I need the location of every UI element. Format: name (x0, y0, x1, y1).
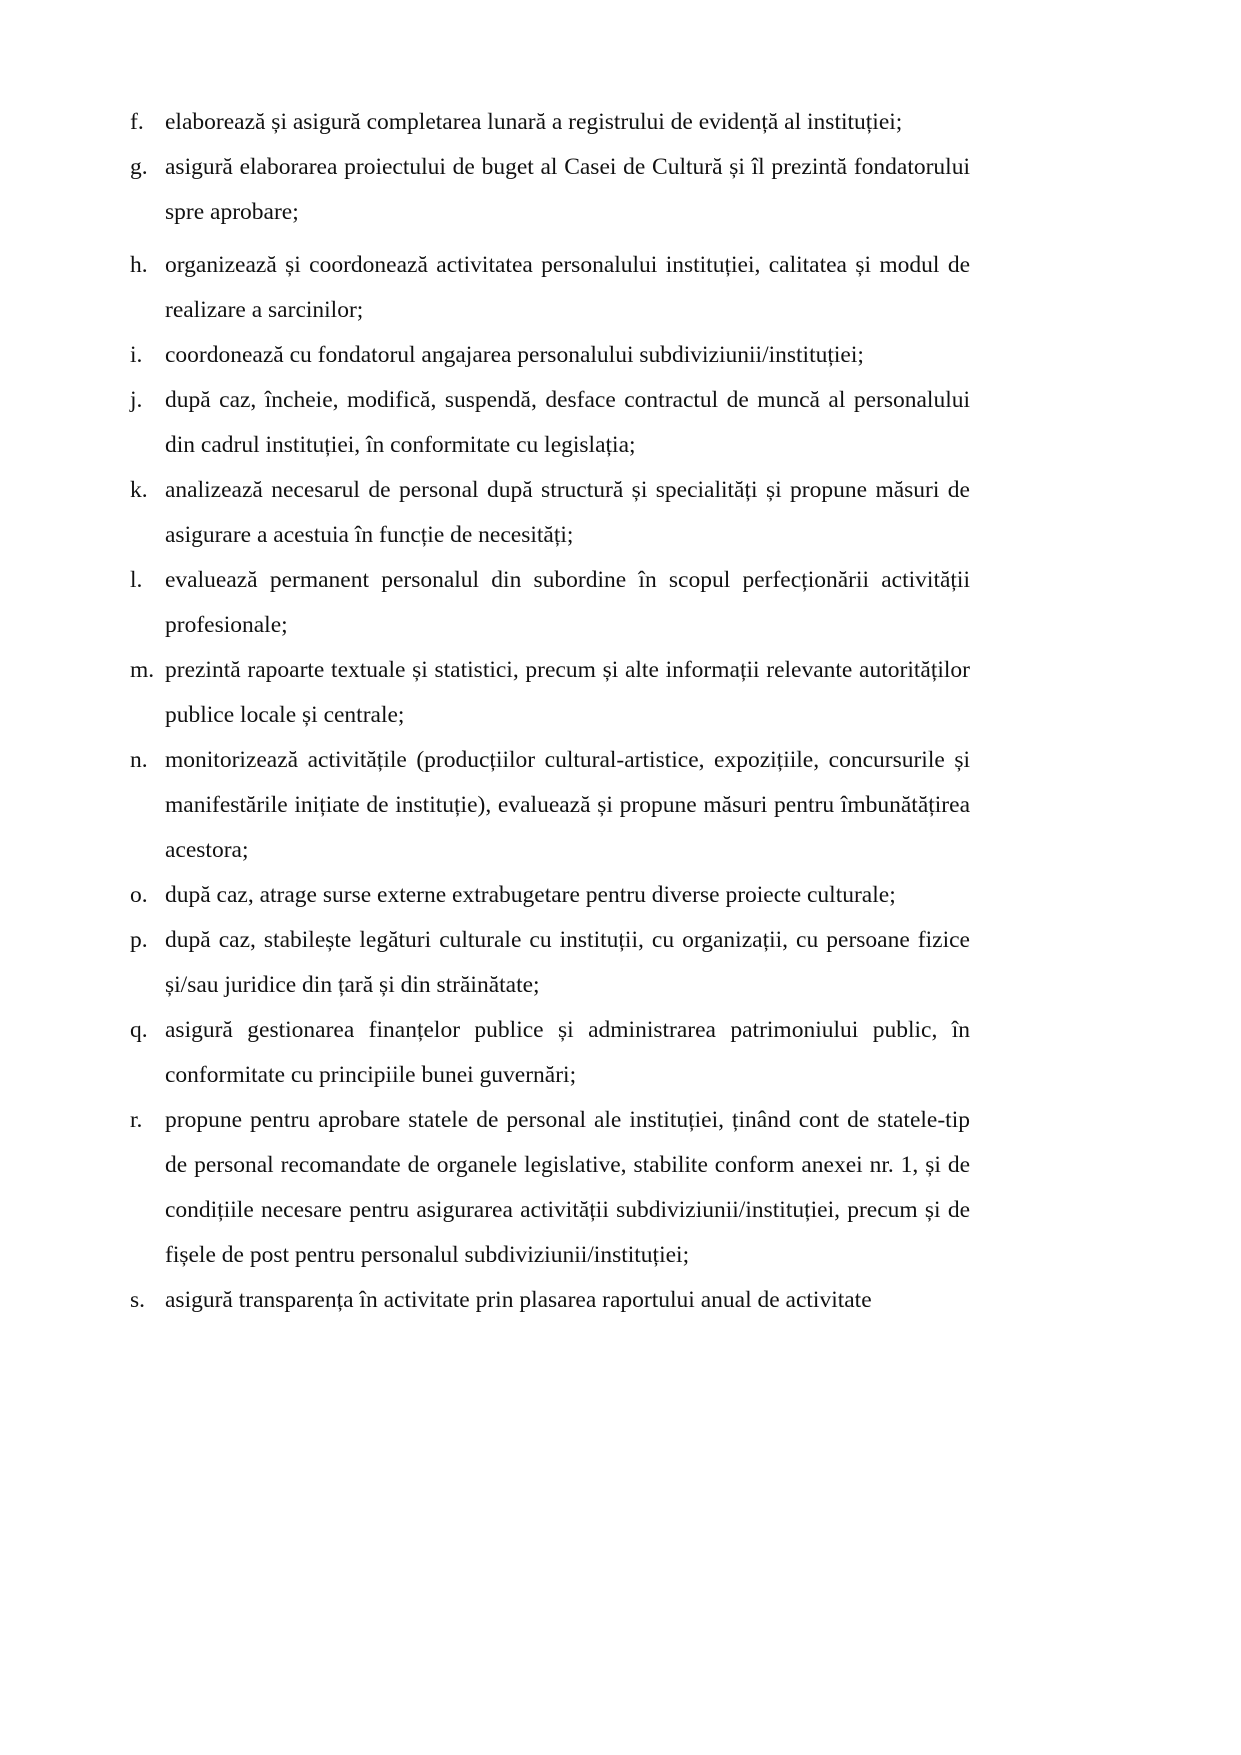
item-label: g. (130, 154, 148, 180)
list-item (130, 333, 970, 378)
list-item (130, 873, 970, 918)
list-item (130, 1008, 970, 1098)
item-text: după caz, atrage surse externe extrabugetare pentru diverse proiecte culturale; (165, 882, 896, 908)
item-label: k. (130, 477, 148, 503)
item-label: i. (130, 342, 143, 368)
item-text: monitorizează activitățile (producțiilor cultural-artistice, expozițiile, concursurile și manifestările inițiate de instituție), evaluează și propune măsuri pentru îmbunătățirea acestora; (165, 747, 970, 863)
item-label: h. (130, 252, 148, 278)
item-text: asigură transparența în activitate prin plasarea raportului anual de activitate (165, 1287, 872, 1313)
list-item (130, 1278, 970, 1323)
item-text: organizează și coordonează activitatea personalului instituției, calitatea și modul de realizare a sarcinilor; (165, 252, 970, 323)
item-label: j. (130, 387, 143, 413)
item-label: o. (130, 882, 148, 908)
item-text: asigură elaborarea proiectului de buget al Casei de Cultură și îl prezintă fondatorului spre aprobare; (165, 154, 970, 225)
list-item (130, 738, 970, 873)
item-text: asigură gestionarea finanțelor publice și administrarea patrimoniului public, în conformitate cu principiile bunei guvernări; (165, 1017, 970, 1088)
list-item (130, 648, 970, 738)
item-label: p. (130, 927, 148, 953)
item-label: s. (130, 1287, 146, 1313)
item-label: q. (130, 1017, 148, 1043)
list-item (130, 145, 970, 235)
list-item (130, 100, 970, 145)
item-text: propune pentru aprobare statele de personal ale instituției, ținând cont de statele-tip de personal recomandate de organele legislative, stabilite conform anexei nr. 1, și de condițiile necesare pentru asigurarea activității subdiviziunii/instituției, precum și de fișele de post pentru personalul subdiviziunii/instituției; (165, 1107, 970, 1268)
item-label: n. (130, 747, 148, 773)
item-label: m. (130, 657, 155, 683)
item-label: l. (130, 567, 143, 593)
item-text: evaluează permanent personalul din subordine în scopul perfecționării activității profesionale; (165, 567, 970, 638)
item-text: după caz, încheie, modifică, suspendă, desface contractul de muncă al personalului din cadrul instituției, în conformitate cu legislația; (165, 387, 970, 458)
list-item (130, 378, 970, 468)
item-text: elaborează și asigură completarea lunară a registrului de evidență al instituției; (165, 109, 903, 135)
item-label: r. (130, 1107, 143, 1133)
item-text: prezintă rapoarte textuale și statistici, precum și alte informații relevante autorităților publice locale și centrale; (165, 657, 970, 728)
list-item (130, 918, 970, 1008)
list-item (130, 558, 970, 648)
item-text: după caz, stabilește legături culturale cu instituții, cu organizații, cu persoane fizice și/sau juridice din țară și din străinătate; (165, 927, 970, 998)
list-item (130, 1098, 970, 1278)
list-item (130, 468, 970, 558)
list-item (130, 243, 970, 333)
item-label: f. (130, 109, 144, 135)
item-text: analizează necesarul de personal după structură și specialități și propune măsuri de asigurare a acestuia în funcție de necesități; (165, 477, 970, 548)
document-page (130, 100, 970, 1323)
item-text: coordonează cu fondatorul angajarea personalului subdiviziunii/instituției; (165, 342, 864, 368)
